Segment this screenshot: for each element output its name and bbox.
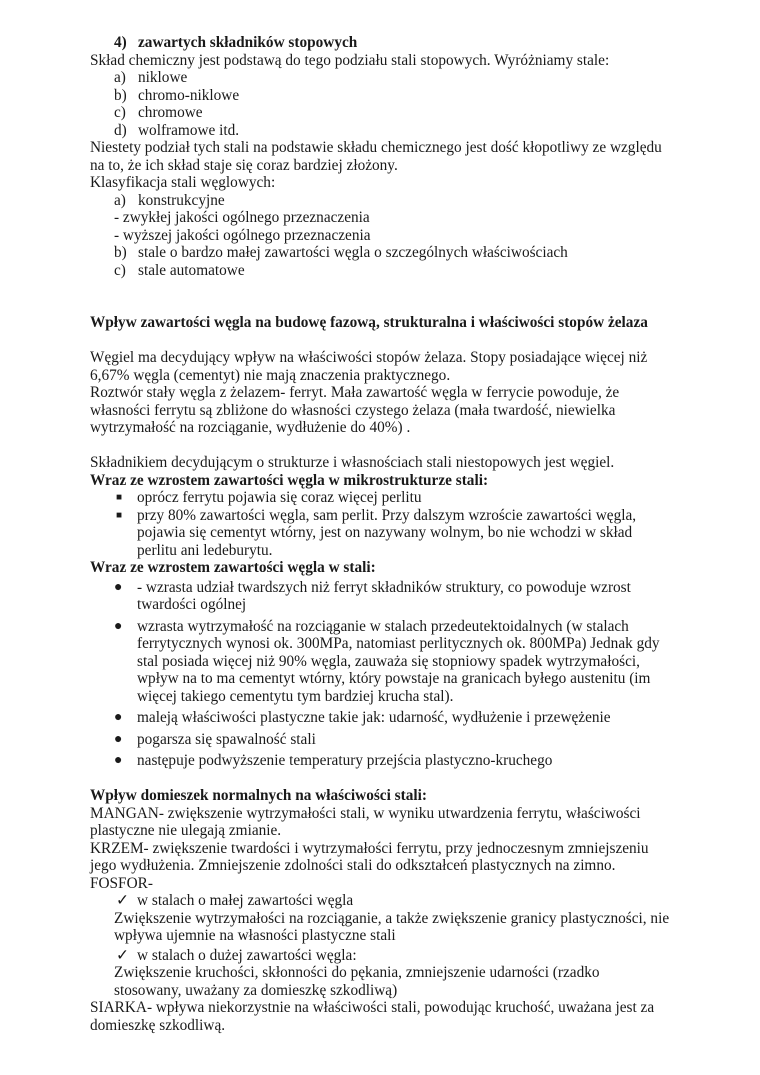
list-label: b): [114, 86, 127, 104]
bullet-text: pogarsza się spawalność stali: [137, 730, 316, 748]
paragraph-line: MANGAN- zwiększenie wytrzymałości stali, w wyniku utwardzenia ferrytu, właściwości: [90, 804, 641, 822]
list-item: [90, 192, 690, 210]
paragraph-line: Węgiel ma decydujący wpływ na właściwości stopów żelaza. Stopy posiadające więcej niż: [90, 349, 648, 366]
bullet-text: oprócz ferrytu pojawia się coraz więcej perlitu: [137, 489, 422, 506]
circle-bullet-icon: ●: [114, 753, 123, 768]
paragraph-line: Klasyfikacja stali węglowych:: [90, 174, 276, 191]
circle-bullet-icon: ●: [114, 731, 123, 747]
bullet-text: przy 80% zawartości węgla, sam perlit. Przy dalszym wzroście zawartości węgla,: [137, 506, 637, 524]
list-item: [90, 87, 690, 105]
bullet-text: więcej takiego cementytu tym bardziej krucha stal).: [137, 687, 454, 705]
dash-item: - zwykłej jakości ogólnego przeznaczenia: [114, 209, 370, 226]
paragraph-line: domieszkę szkodliwą.: [90, 1016, 226, 1034]
paragraph-line: na to, że ich skład staje się coraz bardziej złożony.: [90, 156, 398, 174]
section-heading: Wpływ domieszek normalnych na właściwości stali:: [90, 787, 427, 804]
dash-item: - wyższej jakości ogólnego przeznaczenia: [114, 226, 371, 244]
bullet-text: wpływ na to ma cementyt wtórny, który powstaje na granicach byłego austenitu (im: [137, 670, 651, 687]
bullet-text: pojawia się cementyt wtórny, jest on nazywany wolnym, bo nie wchodzi w skład: [137, 524, 633, 541]
paragraph-line: Składnikiem decydującym o strukturze i własnościach stali niestopowych jest węgiel.: [90, 454, 615, 471]
heading-text: zawartych składników stopowych: [138, 34, 358, 51]
bullet-text: twardości ogólnej: [137, 596, 247, 613]
list-text: wolframowe itd.: [138, 121, 240, 139]
section-heading: Wpływ zawartości węgla na budowę fazową, strukturalna i właściwości stopów żelaza: [90, 314, 648, 331]
check-text: w stalach o dużej zawartości węgla:: [137, 946, 357, 964]
bullet-item: [90, 731, 690, 749]
list-text: niklowe: [138, 69, 188, 86]
list-item: [90, 104, 690, 122]
paragraph-line: wytrzymałość na rozciąganie, wydłużenie do 40%) .: [90, 419, 411, 436]
bullet-item: [90, 709, 690, 727]
paragraph-line: Zwiększenie wytrzymałości na rozciąganie, a także zwiększenie granicy plastyczności, nie: [114, 909, 670, 927]
paragraph-line: SIARKA- wpływa niekorzystnie na właściwości stali, powodując kruchość, uważana jest za: [90, 999, 655, 1016]
checkmark-icon: ✓: [116, 892, 129, 909]
list-item: [90, 244, 690, 262]
check-item: [90, 892, 690, 910]
bullet-item: [90, 489, 690, 507]
paragraph-line: FOSFOR-: [90, 874, 153, 892]
paragraph-line: własności ferrytu są zbliżone do własności czystego żelaza (mała twardość, niewielka: [90, 401, 616, 419]
list-label: a): [114, 69, 126, 86]
list-text: chromo-niklowe: [138, 86, 240, 104]
subheading: Wraz ze wzrostem zawartości węgla w mikrostrukturze stali:: [90, 471, 489, 489]
paragraph-line: 6,67% węgla (cementyt) nie mają znaczenia praktycznego.: [90, 366, 451, 384]
circle-bullet-icon: ●: [114, 710, 123, 725]
circle-bullet-icon: ●: [114, 618, 123, 634]
document-page: [90, 34, 690, 1034]
square-bullet-icon: ■: [116, 509, 123, 521]
bullet-item: [90, 579, 690, 614]
bullet-text: wzrasta wytrzymałość na rozciąganie w stalach przedeutektoidalnych (w stalach: [137, 617, 629, 635]
bullet-text: stal posiada więcej niż 90% węgla, zauważa się stopniowy spadek wytrzymałości,: [137, 652, 640, 670]
paragraph-line: wpływa ujemnie na własności plastyczne stali: [114, 927, 396, 944]
paragraph-line: Roztwór stały węgla z żelazem- ferryt. Mała zawartość węgla w ferrycie powoduje, że: [90, 384, 620, 401]
section-heading: [90, 34, 690, 52]
paragraph-line: KRZEM- zwiększenie twardości i wytrzymałości ferrytu, przy jednoczesnym zmniejszeniu: [90, 839, 649, 857]
list-text: stale o bardzo małej zawartości węgla o szczególnych właściwościach: [138, 244, 568, 261]
list-label: d): [114, 121, 127, 139]
subheading: Wraz ze wzrostem zawartości węgla w stali:: [90, 559, 376, 576]
checkmark-icon: ✓: [116, 946, 129, 964]
paragraph-line: Niestety podział tych stali na podstawie składu chemicznego jest dość kłopotliwy ze względu: [90, 139, 662, 156]
list-label: c): [114, 104, 126, 121]
square-bullet-icon: ■: [116, 492, 123, 503]
list-item: [90, 122, 690, 140]
list-text: konstrukcyjne: [138, 191, 225, 209]
bullet-text: perlitu ani ledeburytu.: [137, 541, 273, 559]
paragraph-line: Zwiększenie kruchości, skłonności do pękania, zmniejszenie udarności (rzadko: [114, 964, 600, 981]
paragraph: Skład chemiczny jest podstawą do tego podziału stali stopowych. Wyróżniamy stale:: [90, 51, 610, 69]
bullet-text: maleją właściwości plastyczne takie jak: udarność, wydłużenie i przewężenie: [137, 709, 611, 726]
bullet-item: [90, 507, 690, 560]
heading-number: 4): [114, 34, 127, 51]
list-text: stale automatowe: [138, 261, 245, 279]
paragraph-line: stosowany, uważany za domieszkę szkodliwą): [114, 981, 398, 999]
bullet-text: ferrytycznych wynosi ok. 300MPa, natomiast perlitycznych ok. 800MPa) Jednak gdy: [137, 635, 660, 652]
paragraph-line: plastyczne nie ulegają zmianie.: [90, 822, 282, 839]
check-text: w stalach o małej zawartości węgla: [137, 892, 354, 909]
bullet-item: [90, 618, 690, 706]
bullet-text: - wzrasta udział twardszych niż ferryt składników struktury, co powoduje wzrost: [137, 578, 631, 596]
check-item: [90, 947, 690, 965]
list-text: chromowe: [138, 104, 203, 121]
list-label: c): [114, 261, 126, 279]
paragraph-line: jego wydłużenia. Zmniejszenie zdolności stali do odkształceń plastycznych na zimno.: [90, 857, 616, 874]
list-item: [90, 69, 690, 87]
circle-bullet-icon: ●: [114, 579, 123, 595]
list-label: b): [114, 244, 127, 261]
list-item: [90, 262, 690, 280]
bullet-item: [90, 752, 690, 770]
list-label: a): [114, 191, 126, 209]
bullet-text: następuje podwyższenie temperatury przejścia plastyczno-kruchego: [137, 752, 553, 769]
